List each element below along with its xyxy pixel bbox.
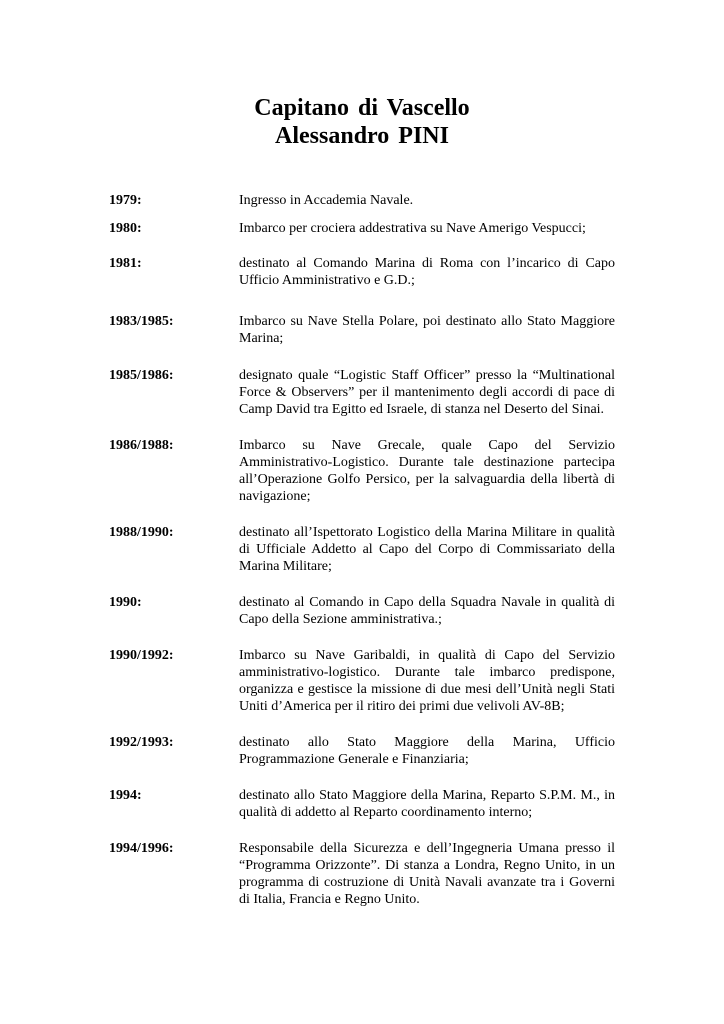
entry-year: 1994: — [109, 788, 142, 803]
entry-text: destinato allo Stato Maggiore della Marina, Ufficio Programmazione Generale e Finanziaria; — [239, 735, 615, 767]
entry-year: 1994/1996: — [109, 841, 174, 856]
entry-text: Imbarco per crociera addestrativa su Nave Amerigo Vespucci; — [239, 221, 586, 236]
entry-year: 1983/1985: — [109, 314, 174, 329]
career-entry — [109, 437, 615, 505]
career-entry — [109, 220, 615, 237]
entry-text: destinato all’Ispettorato Logistico della Marina Militare in qualità di Ufficiale Addetto al Capo del Corpo di Commissariato della Marina Militare; — [239, 525, 615, 574]
entry-year: 1980: — [109, 221, 142, 236]
entry-year: 1985/1986: — [109, 368, 174, 383]
title-name: Alessandro PINI — [275, 123, 449, 149]
entry-text: Imbarco su Nave Stella Polare, poi destinato allo Stato Maggiore Marina; — [239, 314, 615, 346]
entry-year: 1986/1988: — [109, 438, 174, 453]
page-title — [0, 94, 724, 150]
career-entry — [109, 255, 615, 289]
career-entry — [109, 594, 615, 628]
entry-text: destinato al Comando in Capo della Squadra Navale in qualità di Capo della Sezione amministrativa.; — [239, 595, 615, 627]
entry-year: 1990: — [109, 595, 142, 610]
entry-text: destinato allo Stato Maggiore della Marina, Reparto S.P.M. M., in qualità di addetto al Reparto coordinamento interno; — [239, 788, 615, 820]
career-entry — [109, 313, 615, 347]
entry-year: 1981: — [109, 256, 142, 271]
career-entry — [109, 787, 615, 821]
career-entry — [109, 192, 615, 209]
entry-text: Imbarco su Nave Garibaldi, in qualità di Capo del Servizio amministrativo-logistico. Durante tale imbarco predispone, organizza e gestisce la missione di due mesi dell’Unità negli Stati Uniti d’America per il ritiro dei primi due velivoli AV-8B; — [239, 648, 615, 714]
entry-year: 1992/1993: — [109, 735, 174, 750]
entry-text: Responsabile della Sicurezza e dell’Ingegneria Umana presso il “Programma Orizzonte”. Di stanza a Londra, Regno Unito, in un programma di costruzione di Unità Navali avanzate tra i Governi di Italia, Francia e Regno Unito. — [239, 841, 615, 907]
entry-year: 1988/1990: — [109, 525, 174, 540]
career-entry — [109, 647, 615, 715]
entry-text: Imbarco su Nave Grecale, quale Capo del Servizio Amministrativo-Logistico. Durante tale destinazione partecipa all’Operazione Golfo Persico, per la salvaguardia della libertà di navigazione; — [239, 438, 615, 504]
career-entry — [109, 840, 615, 908]
career-list — [109, 192, 615, 908]
career-entry — [109, 734, 615, 768]
entry-year: 1979: — [109, 193, 142, 208]
title-rank: Capitano di Vascello — [254, 95, 470, 121]
career-entry — [109, 524, 615, 575]
entry-year: 1990/1992: — [109, 648, 174, 663]
entry-text: Ingresso in Accademia Navale. — [239, 193, 414, 208]
entry-text: destinato al Comando Marina di Roma con l’incarico di Capo Ufficio Amministrativo e G.D.; — [239, 256, 615, 288]
entry-text: designato quale “Logistic Staff Officer” presso la “Multinational Force & Observers” per il mantenimento degli accordi di pace di Camp David tra Egitto ed Israele, di stanza nel Deserto del Sinai. — [239, 368, 615, 417]
career-entry — [109, 367, 615, 418]
